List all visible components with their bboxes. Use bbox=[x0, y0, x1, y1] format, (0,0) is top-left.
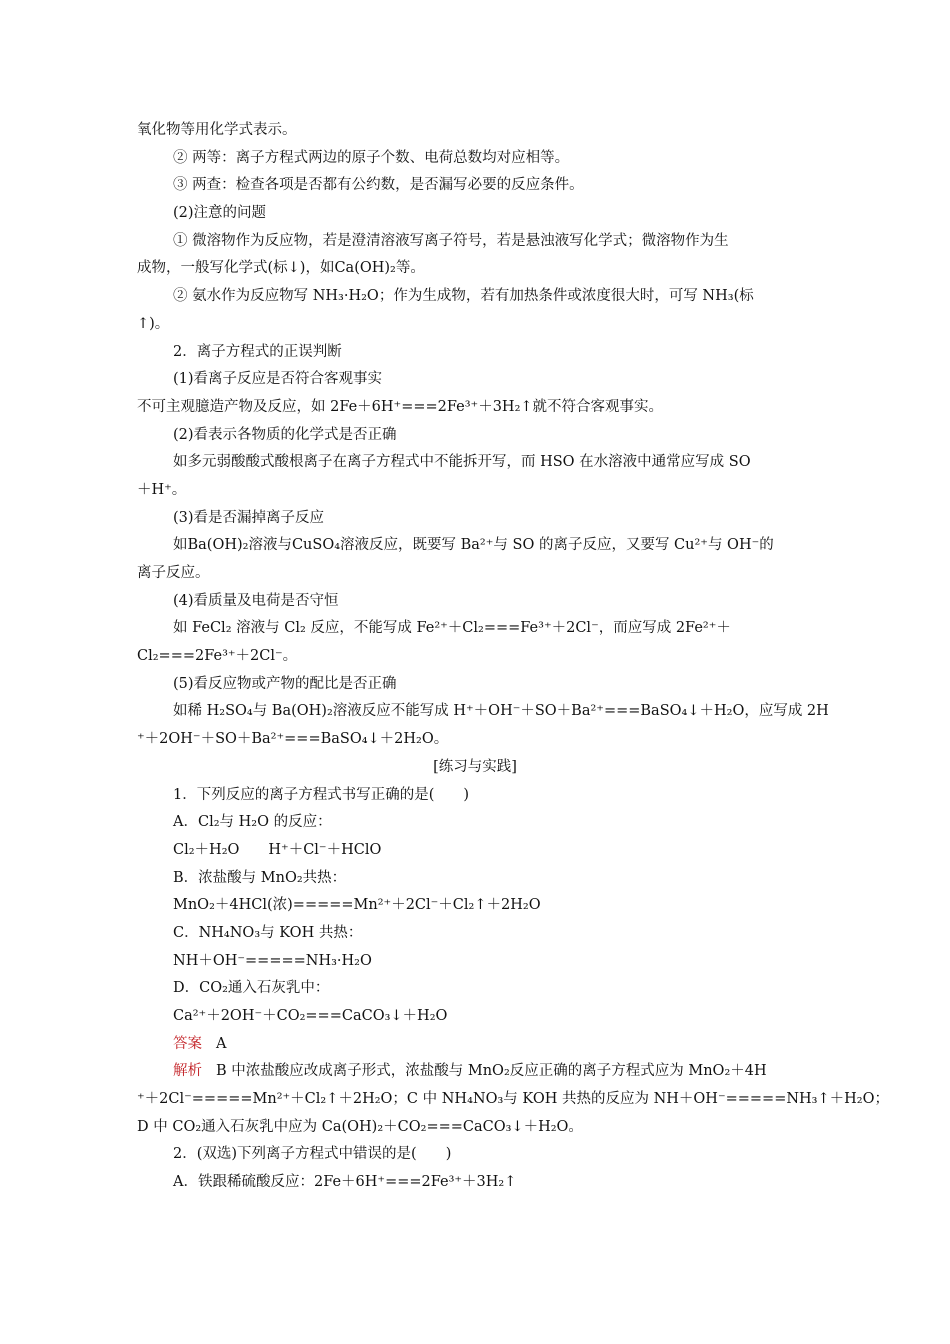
text-line: Cl₂===2Fe³⁺＋2Cl⁻。 bbox=[137, 648, 298, 665]
text-line: ② 氨水作为反应物写 NH₃·H₂O；作为生成物，若有加热条件或浓度很大时，可写 NH₃(标 bbox=[173, 288, 754, 305]
option-a: A．Cl₂与 H₂O 的反应： bbox=[173, 814, 332, 831]
text-line: ② 两等：离子方程式两边的原子个数、电荷总数均对应相等。 bbox=[173, 149, 570, 166]
subheading: (3)看是否漏掉离子反应 bbox=[173, 509, 325, 526]
option-c-equation: NH＋OH⁻=====NH₃·H₂O bbox=[173, 952, 372, 969]
subheading: (4)看质量及电荷是否守恒 bbox=[173, 592, 339, 609]
option-a: A．铁跟稀硫酸反应：2Fe＋6H⁺===2Fe³⁺＋3H₂↑ bbox=[173, 1174, 517, 1191]
text-line: D 中 CO₂通入石灰乳中应为 Ca(OH)₂＋CO₂===CaCO₃↓＋H₂O。 bbox=[137, 1118, 583, 1135]
text-line: 成物，一般写化学式(标↓)，如Ca(OH)₂等。 bbox=[137, 260, 425, 277]
text-line: 如 FeCl₂ 溶液与 Cl₂ 反应，不能写成 Fe²⁺＋Cl₂===Fe³⁺＋2Cl⁻，而应写成 2Fe²⁺＋ bbox=[173, 620, 731, 637]
answer-label: 答案 bbox=[173, 1035, 202, 1052]
option-a-equation: Cl₂＋H₂O H⁺＋Cl⁻＋HClO bbox=[173, 841, 382, 858]
option-b: B．浓盐酸与 MnO₂共热： bbox=[173, 869, 347, 886]
analysis-text: B 中浓盐酸应改成离子形式，浓盐酸与 MnO₂反应正确的离子方程式应为 MnO₂＋4H bbox=[216, 1063, 767, 1080]
text-line: 如稀 H₂SO₄与 Ba(OH)₂溶液反应不能写成 H⁺＋OH⁻＋SO＋Ba²⁺===BaSO₄↓＋H₂O，应写成 2H bbox=[173, 703, 829, 720]
section-heading: 2．离子方程式的正误判断 bbox=[173, 343, 342, 360]
text-line: ③ 两查：检查各项是否都有公约数，是否漏写必要的反应条件。 bbox=[173, 177, 584, 194]
option-c: C．NH₄NO₃与 KOH 共热： bbox=[173, 924, 363, 941]
text-line: ＋H⁺。 bbox=[137, 481, 187, 498]
text-line: ⁺＋2Cl⁻=====Mn²⁺＋Cl₂↑＋2H₂O；C 中 NH₄NO₃与 KOH 共热的反应为 NH＋OH⁻=====NH₃↑＋H₂O； bbox=[137, 1091, 889, 1108]
text-line: ① 微溶物作为反应物，若是澄清溶液写离子符号，若是悬浊液写化学式；微溶物作为生 bbox=[173, 232, 729, 249]
subheading: (2)看表示各物质的化学式是否正确 bbox=[173, 426, 397, 443]
question-stem: 2．(双选)下列离子方程式中错误的是( ) bbox=[173, 1146, 452, 1163]
option-d: D．CO₂通入石灰乳中： bbox=[173, 980, 330, 997]
analysis-label: 解析 bbox=[173, 1063, 202, 1080]
text-line: 氧化物等用化学式表示。 bbox=[137, 122, 297, 138]
text-line: ↑)。 bbox=[137, 315, 170, 332]
subheading: (1)看离子反应是否符合客观事实 bbox=[173, 371, 383, 388]
practice-heading: [练习与实践] bbox=[433, 758, 517, 775]
text-line: 离子反应。 bbox=[137, 565, 210, 581]
subheading: (5)看反应物或产物的配比是否正确 bbox=[173, 675, 397, 692]
document-body bbox=[137, 117, 889, 1197]
answer-value: A bbox=[216, 1035, 227, 1052]
text-line: ⁺＋2OH⁻＋SO＋Ba²⁺===BaSO₄↓＋2H₂O。 bbox=[137, 731, 449, 748]
option-d-equation: Ca²⁺＋2OH⁻＋CO₂===CaCO₃↓＋H₂O bbox=[173, 1008, 448, 1024]
text-line: 如多元弱酸酸式酸根离子在离子方程式中不能拆开写，而 HSO 在水溶液中通常应写成 SO bbox=[173, 454, 751, 471]
subheading: (2)注意的问题 bbox=[173, 205, 267, 222]
answer-line bbox=[137, 1031, 813, 1059]
text-line: 不可主观臆造产物及反应，如 2Fe＋6H⁺===2Fe³⁺＋3H₂↑就不符合客观事实。 bbox=[137, 398, 664, 415]
question-stem: 1．下列反应的离子方程式书写正确的是( ) bbox=[173, 786, 470, 803]
text-line: 如Ba(OH)₂溶液与CuSO₄溶液反应，既要写 Ba²⁺与 SO 的离子反应，又要写 Cu²⁺与 OH⁻的 bbox=[173, 537, 774, 554]
option-b-equation: MnO₂＋4HCl(浓)=====Mn²⁺＋2Cl⁻＋Cl₂↑＋2H₂O bbox=[173, 897, 541, 914]
analysis-line bbox=[137, 1058, 813, 1086]
